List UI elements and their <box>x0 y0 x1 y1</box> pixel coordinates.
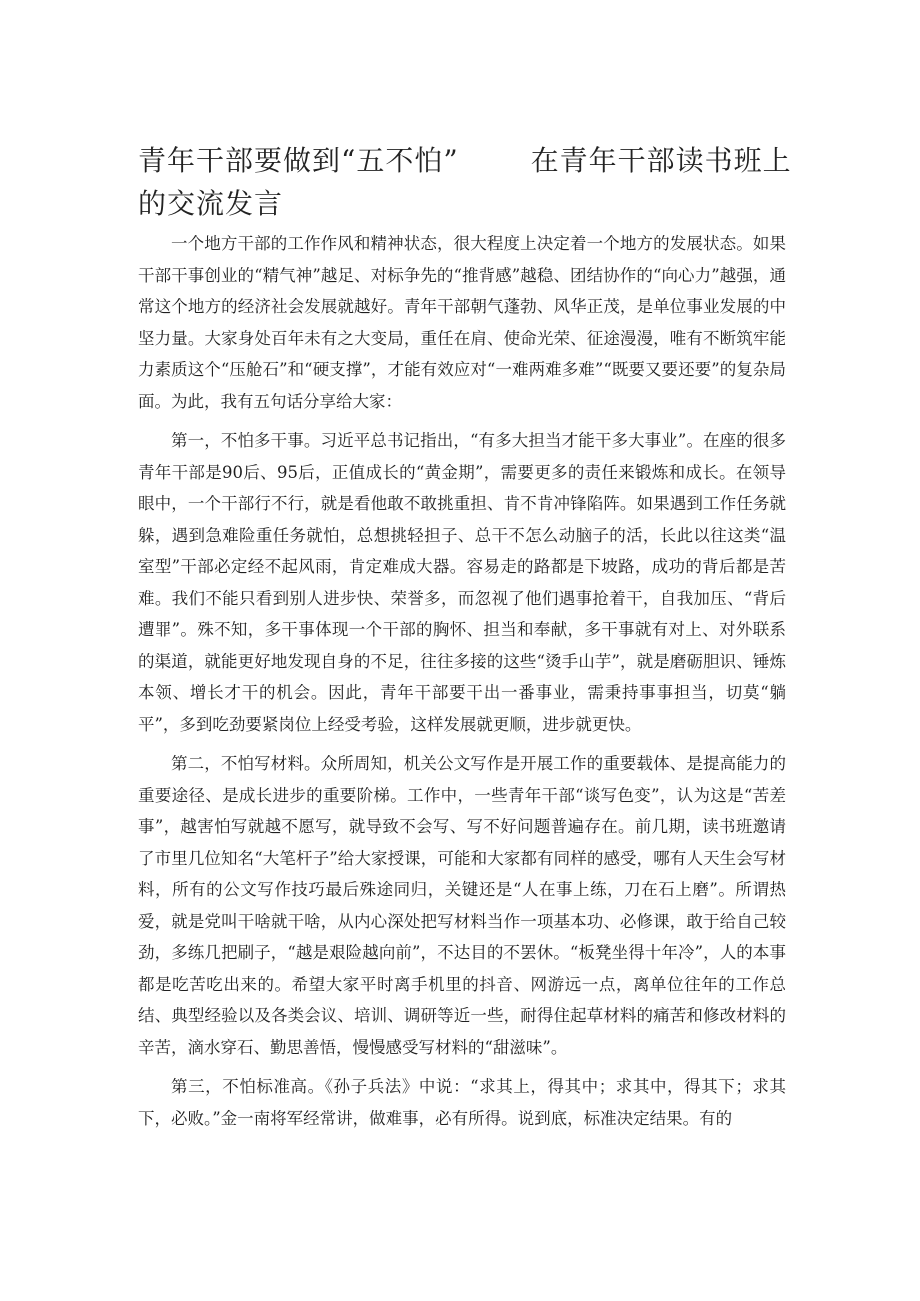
document-title-line-1 <box>138 143 792 179</box>
paragraph-point-1: 第一，不怕多干事。习近平总书记指出，“有多大担当才能干多大事业”。在座的很多青年干部是90后、95后，正值成长的“黄金期”，需要更多的责任来锻炼和成长。在领导眼中，一个干部行不行，就是看他敢不敢挑重担、肯不肯冲锋陷阵。如果遇到工作任务就躲，遇到急难险重任务就怕，总想挑轻担子、总干不怎么动脑子的活，长此以往这类“温室型”干部必定经不起风雨，肯定难成大器。容易走的路都是下坡路，成功的背后都是苦难。我们不能只看到别人进步快、荣誉多，而忽视了他们遇事抢着干，自我加压、“背后遭罪”。殊不知，多干事体现一个干部的胸怀、担当和奉献，多干事就有对上、对外联系的渠道，就能更好地发现自身的不足，往往多接的这些“烫手山芋”，就是磨砺胆识、锤炼本领、增长才干的机会。因此，青年干部要干出一番事业，需秉持事事担当，切莫“躺平”，多到吃劲要紧岗位上经受考验，这样发展就更顺，进步就更快。 <box>138 431 786 734</box>
paragraph-intro: 一个地方干部的工作作风和精神状态，很大程度上决定着一个地方的发展状态。如果干部干事创业的“精气神”越足、对标争先的“推背感”越稳、团结协作的“向心力”越强，通常这个地方的经济社会发展就越好。青年干部朝气蓬勃、风华正茂，是单位事业发展的中坚力量。大家身处百年未有之大变局，重任在肩、使命光荣、征途漫漫，唯有不断筑牢能力素质这个“压舱石”和“硬支撑”，才能有效应对“一难两难多难”“既要又要还要”的复杂局面。为此，我有五句话分享给大家： <box>138 234 786 411</box>
title-subtitle-continued: 的交流发言 <box>138 187 284 220</box>
paragraph-point-2: 第二，不怕写材料。众所周知，机关公文写作是开展工作的重要载体、是提高能力的重要途径、是成长进步的重要阶梯。工作中，一些青年干部“谈写色变”，认为这是“苦差事”，越害怕写就越不愿写，就导致不会写、写不好问题普遍存在。前几期，读书班邀请了市里几位知名“大笔杆子”给大家授课，可能和大家都有同样的感受，哪有人天生会写材料，所有的公文写作技巧最后殊途同归，关键还是“人在事上练，刀在石上磨”。所谓热爱，就是党叫干啥就干啥，从内心深处把写材料当作一项基本功、必修课，敢于给自己较劲，多练几把刷子，“越是艰险越向前”，不达目的不罢休。“板凳坐得十年冷”，人的本事都是吃苦吃出来的。希望大家平时离手机里的抖音、网游远一点，离单位往年的工作总结、典型经验以及各类会议、培训、调研等近一些，耐得住起草材料的痛苦和修改材料的辛苦，滴水穿石、勤思善悟，慢慢感受写材料的“甜滋味”。 <box>138 754 786 1057</box>
title-subtitle: 在青年干部读书班上 <box>530 144 792 177</box>
document-body <box>138 228 786 1134</box>
title-main: 青年干部要做到“五不怕” <box>138 144 459 177</box>
paragraph-point-3: 第三，不怕标准高。《孙子兵法》中说：“求其上，得其中；求其中，得其下；求其下，必败。”金一南将军经常讲，做难事，必有所得。说到底，标准决定结果。有的 <box>138 1077 786 1128</box>
document-title-line-2 <box>138 186 283 222</box>
